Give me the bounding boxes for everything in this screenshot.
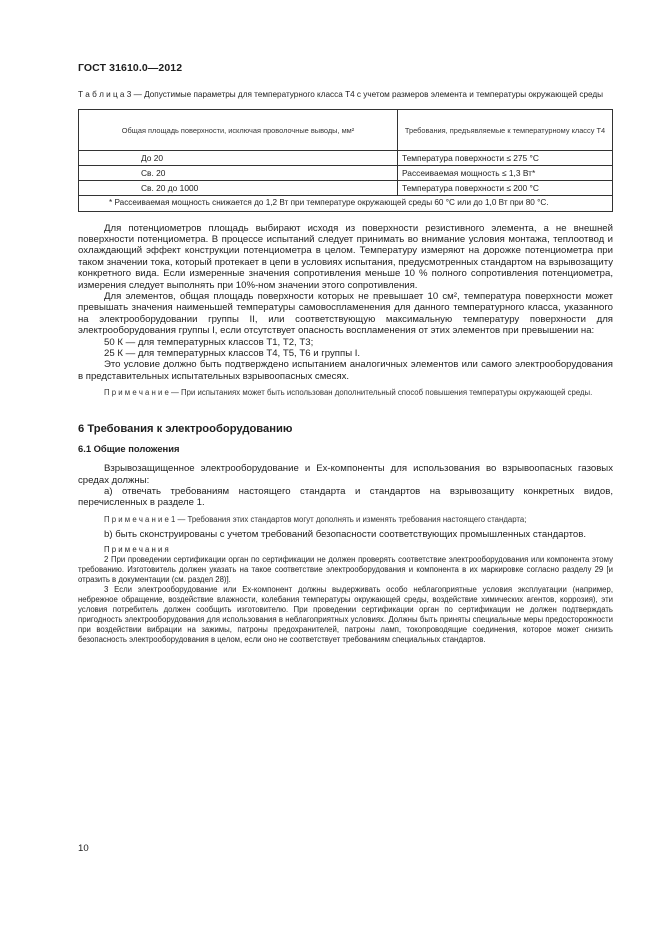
note-2: 2 При проведении сертификации орган по сертификации не должен проверять соответствие электрооборудования или компонента этому требованию. Изготовитель должен указать на такое соответствие электрооборудования и компонента в их маркировке согласно разделу 29 [и отразить в документации (см. раздел 28)]. (78, 555, 613, 585)
document-header: ГОСТ 31610.0—2012 (78, 62, 183, 74)
table-row (79, 181, 613, 196)
table-cell-requirement: Температура поверхности ≤ 275 °С (398, 151, 613, 166)
table-header-row (79, 110, 613, 151)
table-header-requirement: Требования, предъявляемые к температурному классу Т4 (398, 110, 613, 151)
parameters-table (78, 109, 613, 212)
list-item-25k: 25 К — для температурных классов Т4, Т5, Т6 и группы I. (104, 347, 361, 359)
note-text: 1 — Требования этих стандартов могут дополнять и изменять требования настоящего стандарта; (168, 514, 527, 524)
table-caption-label: Т а б л и ц а (78, 90, 125, 99)
paragraph-potentiometers: Для потенциометров площадь выбирают исходя из поверхности резистивного элемента, а не внешней поверхности потенциометра. В процессе испытаний следует принимать во внимание условия монтажа, теплоотвод и охлаждающий эффект конструкции потенциометра в целом. Температуру измеряют на дорожке потенциометра при таком значении тока, который протекает в цепи в условиях испытания, предусмотренных стандартом на взрывозащиту конкретного вида. Если измеренные значения сопротивления меньше 10 % полного сопротивления потенциометра, измерения следует выполнять при 10%-ном значении этого сопротивления. (78, 222, 613, 291)
section-heading-6: 6 Требования к электрооборудованию (78, 423, 293, 436)
subsection-heading-6-1: 6.1 Общие положения (78, 443, 180, 455)
list-item-a: а) отвечать требованиям настоящего стандарта и стандартов на взрывозащиту конкретных видов, перечисленных в разделе 1. (78, 486, 613, 509)
document-content (78, 90, 613, 645)
table-cell-requirement: Температура поверхности ≤ 200 °С (398, 181, 613, 196)
note-label: П р и м е ч а н и е (104, 388, 169, 398)
paragraph-confirmation: Это условие должно быть подтверждено испытанием аналогичных элементов или самого электрооборудования в представительных испытательных взрывоопасных смесях. (78, 359, 613, 382)
paragraph-elements: Для элементов, общая площадь поверхности которых не превышает 10 см², температура поверхности может превышать значения наименьшей температуры самовоспламенения для данного температурного класса, указанного на электрооборудовании группы II, или соответствующую максимальную температуру поверхности для электрооборудования группы I, если отсутствует опасность воспламенения от этих элементов при превышении на: (78, 290, 613, 337)
table-row (79, 151, 613, 166)
notes-block (78, 545, 613, 645)
notes-label: П р и м е ч а н и я (104, 545, 169, 555)
table-caption (78, 90, 613, 100)
table-cell-requirement: Рассеиваемая мощность ≤ 1,3 Вт* (398, 166, 613, 181)
table-row (79, 166, 613, 181)
table-cell-area: Св. 20 до 1000 (79, 181, 398, 196)
table-footnote: * Рассеиваемая мощность снижается до 1,2 Вт при температуре окружающей среды 60 °С или до 1,0 Вт при 80 °С. (79, 196, 613, 212)
table-header-area: Общая площадь поверхности, исключая проволочные выводы, мм² (79, 110, 398, 151)
paragraph-requirements-intro: Взрывозащищенное электрооборудование и Ex-компоненты для использования во взрывоопасных газовых средах должны: (78, 463, 613, 486)
list-item-50k: 50 К — для температурных классов Т1, Т2, Т3; (104, 336, 314, 348)
note-temperature (78, 388, 613, 398)
table-footnote-row (79, 196, 613, 212)
note-text: — При испытаниях может быть использован дополнительный способ повышения температуры окружающей среды. (168, 388, 593, 398)
table-caption-text: 3 — Допустимые параметры для температурного класса Т4 с учетом размеров элемента и температуры окружающей среды (126, 90, 604, 99)
page-number: 10 (78, 843, 89, 854)
table-cell-area: До 20 (79, 151, 398, 166)
note-label: П р и м е ч а н и е (104, 514, 169, 524)
table-cell-area: Св. 20 (79, 166, 398, 181)
note-1 (78, 515, 613, 525)
note-3: 3 Если электрооборудование или Ex-компонент должны выдерживать особо неблагоприятные условия эксплуатации (например, небрежное обращение, воздействие влажности, колебания температуры окружающей среды, воздействие химических агентов, коррозия), эти условия потребитель должен сообщить изготовителю. При проведении сертификации орган по сертификации не должен подтверждать пригодность электрооборудования для использования в неблагоприятных условиях. Должны быть приняты специальные меры предосторожности при воздействии вибрации на зажимы, патроны предохранителей, патроны ламп, токопроводящие соединения, которое может снизить безопасность электрооборудования в целом, если оно не соответствует требованиям специальных стандартов. (78, 585, 613, 645)
list-item-b: b) быть сконструированы с учетом требований безопасности соответствующих промышленных стандартов. (104, 528, 587, 540)
